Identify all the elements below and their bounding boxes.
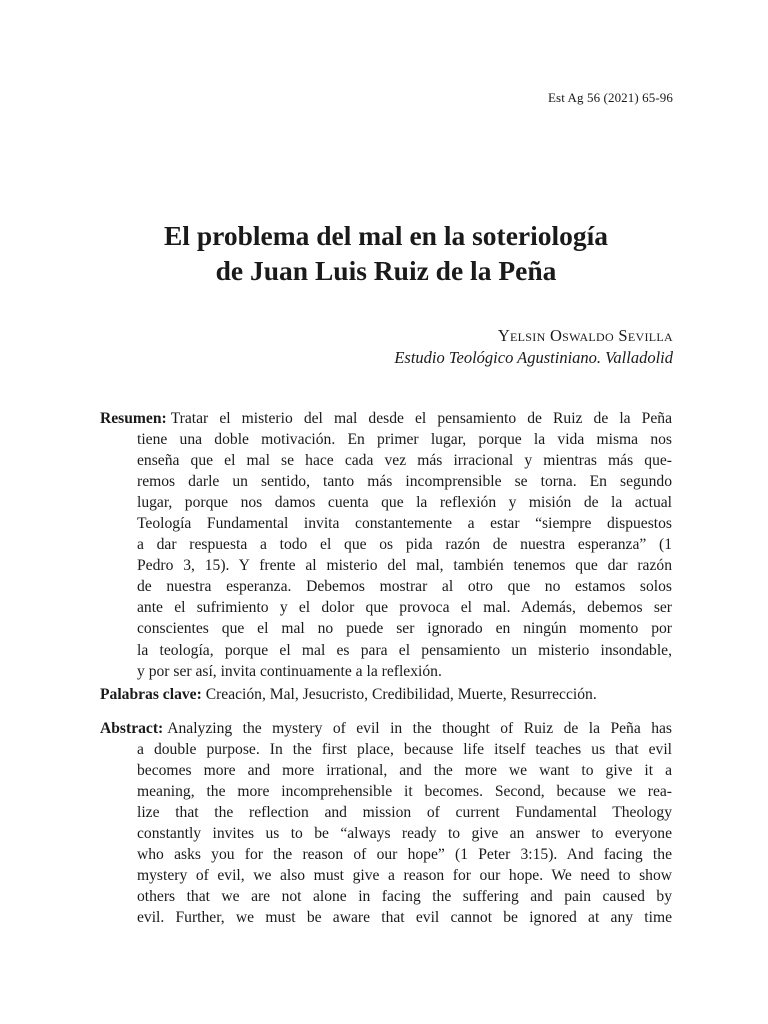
abstract-line: who asks you for the reason of our hope” (1 Peter 3:15). And facing the [137, 846, 672, 864]
resumen-line: Teología Fundamental invita constantemente a estar “siempre dispuestos [137, 515, 672, 533]
resumen-section [100, 408, 672, 682]
resumen-line: tiene una doble motivación. En primer lugar, porque la vida misma nos [137, 431, 672, 449]
keywords-text: Creación, Mal, Jesucristo, Credibilidad, Muerte, Resurrección. [205, 686, 597, 703]
abstract-line: meaning, the more incomprehensible it becomes. Second, because we rea- [137, 783, 672, 801]
resumen-line: la teología, porque el mal es para el pensamiento un misterio insondable, [137, 641, 672, 659]
abstract-section [100, 718, 672, 928]
author-block [394, 325, 673, 369]
abstract-line [100, 718, 672, 739]
abstract-line: becomes more and more irrational, and the more we want to give it a [137, 762, 672, 780]
resumen-text: Tratar el misterio del mal desde el pensamiento de Ruiz de la Peña [170, 410, 672, 427]
resumen-line: remos darle un sentido, tanto más incomprensible se torna. En segundo [137, 473, 672, 491]
abstract-line: evil. Further, we must be aware that evil cannot be ignored at any time [137, 909, 672, 927]
article-title [100, 218, 672, 288]
resumen-line: a dar respuesta a todo el que os pida razón de nuestra esperanza” (1 [137, 536, 672, 554]
resumen-line: de nuestra esperanza. Debemos mostrar al otro que no estamos solos [137, 578, 672, 596]
resumen-line: Pedro 3, 15). Y frente al misterio del mal, también tenemos que dar razón [137, 557, 672, 575]
keywords-label: Palabras clave: [100, 686, 202, 703]
resumen-line: conscientes que el mal no puede ser ignorado en ningún momento por [137, 620, 672, 638]
abstract-line: a double purpose. In the first place, because life itself teaches us that evil [137, 741, 672, 759]
abstract-label: Abstract: [100, 720, 164, 737]
resumen-line: lugar, porque nos damos cuenta que la reflexión y misión de la actual [137, 494, 672, 512]
resumen-line: enseña que el mal se hace cada vez más irracional y mientras más que- [137, 452, 672, 470]
abstract-line: mystery of evil, we also must give a reason for our hope. We need to show [137, 867, 672, 885]
resumen-line: ante el sufrimiento y el dolor que provoca el mal. Además, debemos ser [137, 599, 672, 617]
title-line: de Juan Luis Ruiz de la Peña [215, 255, 557, 286]
resumen-line: y por ser así, invita continuamente a la reflexión. [137, 662, 442, 680]
abstract-line: others that we are not alone in facing the suffering and pain caused by [137, 888, 672, 906]
title-line: El problema del mal en la soteriología [163, 220, 609, 251]
keywords-section [100, 684, 672, 705]
resumen-line [100, 408, 672, 429]
abstract-line: constantly invites us to be “always ready to give an answer to everyone [137, 825, 672, 843]
abstract-line: lize that the reflection and mission of current Fundamental Theology [137, 804, 672, 822]
abstract-text: Analyzing the mystery of evil in the thought of Ruiz de la Peña has [167, 720, 672, 737]
author-name: Yelsin Oswaldo Sevilla [497, 326, 673, 345]
resumen-label: Resumen: [100, 410, 167, 427]
journal-reference: Est Ag 56 (2021) 65-96 [548, 90, 673, 105]
author-affiliation: Estudio Teológico Agustiniano. Valladolid [394, 348, 673, 367]
keywords-line [100, 684, 672, 705]
